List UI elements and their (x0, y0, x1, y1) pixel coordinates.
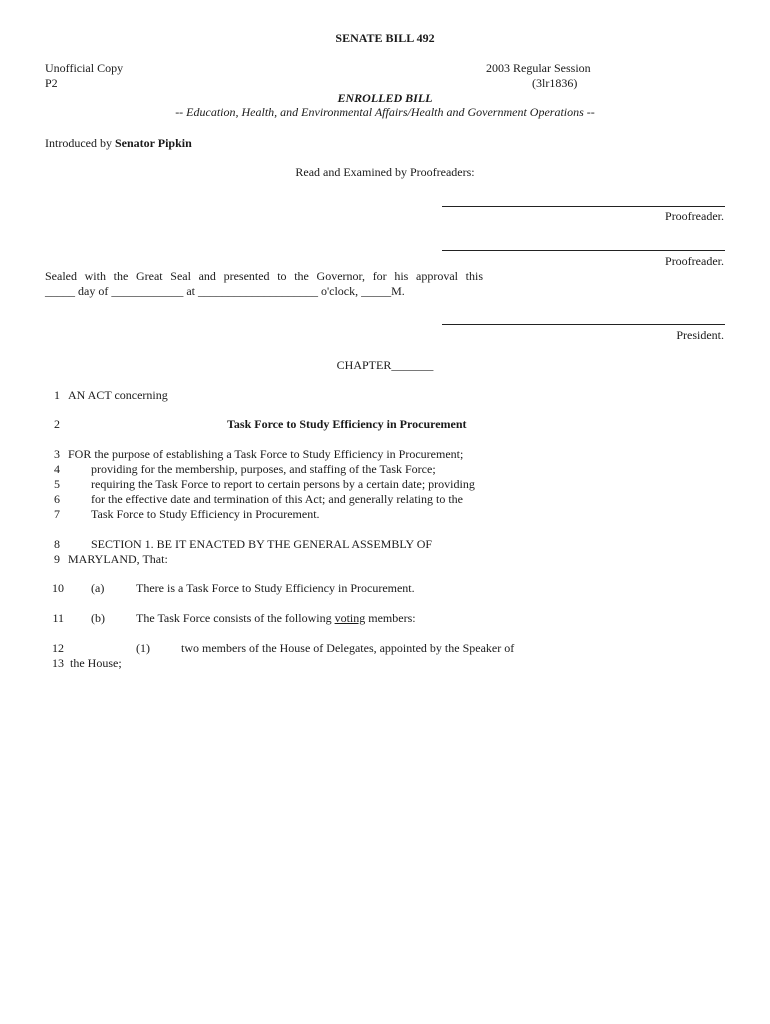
purpose-line: Task Force to Study Efficiency in Procurement. (91, 507, 320, 521)
subsection-text-pre: The Task Force consists of the following (136, 611, 332, 625)
enacting-clause: SECTION 1. BE IT ENACTED BY THE GENERAL ASSEMBLY OF (91, 537, 433, 551)
subsection-marker: (b) (91, 611, 105, 625)
proofreaders-heading: Read and Examined by Proofreaders: (295, 165, 475, 179)
item-text: two members of the House of Delegates, appointed by the Speaker of (181, 641, 515, 655)
sealed-line-1: Sealed with the Great Seal and presented to the Governor, for his approval this (45, 269, 483, 283)
president-signature-line (442, 324, 725, 325)
line-number: 12 (52, 641, 64, 655)
line-number: 10 (52, 581, 64, 595)
line-number: 7 (54, 507, 60, 521)
committees-line: -- Education, Health, and Environmental Affairs/Health and Government Operations -- (175, 105, 595, 119)
sponsor-name: Senator Pipkin (114, 136, 192, 150)
purpose-line: for the effective date and termination of this Act; and generally relating to the (91, 492, 463, 506)
introduced-by (45, 136, 192, 151)
line-number: 4 (54, 462, 60, 476)
chapter-line: CHAPTER_______ (336, 358, 434, 372)
subsection-text (136, 611, 416, 626)
act-concerning: AN ACT concerning (68, 388, 168, 402)
introduced-by-prefix: Introduced by (45, 136, 112, 150)
line-number: 1 (54, 388, 60, 402)
item-text-continued: the House; (70, 656, 122, 670)
bill-code: P2 (45, 76, 58, 90)
line-number: 8 (54, 537, 60, 551)
president-label: President. (676, 328, 724, 342)
line-number: 13 (52, 656, 64, 670)
line-number: 2 (54, 417, 60, 431)
purpose-line: providing for the membership, purposes, and staffing of the Task Force; (91, 462, 436, 476)
purpose-line: FOR the purpose of establishing a Task Force to Study Efficiency in Procurement; (68, 447, 464, 461)
proofreader-label-1: Proofreader. (665, 209, 724, 223)
bill-title: SENATE BILL 492 (335, 31, 435, 45)
proofreader-signature-line-1 (442, 206, 725, 207)
line-number: 9 (54, 552, 60, 566)
line-number: 3 (54, 447, 60, 461)
act-title: Task Force to Study Efficiency in Procurement (227, 417, 467, 431)
subsection-marker: (a) (91, 581, 105, 595)
proofreader-signature-line-2 (442, 250, 725, 251)
session-label: 2003 Regular Session (486, 61, 591, 75)
proofreader-label-2: Proofreader. (665, 254, 724, 268)
subsection-text-post: members: (368, 611, 416, 625)
line-number: 6 (54, 492, 60, 506)
enrolled-bill-label: ENROLLED BILL (337, 91, 433, 105)
line-number: 11 (52, 611, 64, 625)
line-number: 5 (54, 477, 60, 491)
unofficial-copy-label: Unofficial Copy (45, 61, 124, 75)
item-marker: (1) (136, 641, 150, 655)
enacting-clause-continued: MARYLAND, That: (68, 552, 168, 566)
bill-reference: (3lr1836) (532, 76, 578, 90)
purpose-line: requiring the Task Force to report to certain persons by a certain date; providing (91, 477, 475, 491)
sealed-line-2: _____ day of ____________ at ____________________ o'clock, _____M. (45, 284, 405, 298)
subsection-text: There is a Task Force to Study Efficiency in Procurement. (136, 581, 415, 595)
inserted-text-voting: voting (334, 611, 366, 625)
